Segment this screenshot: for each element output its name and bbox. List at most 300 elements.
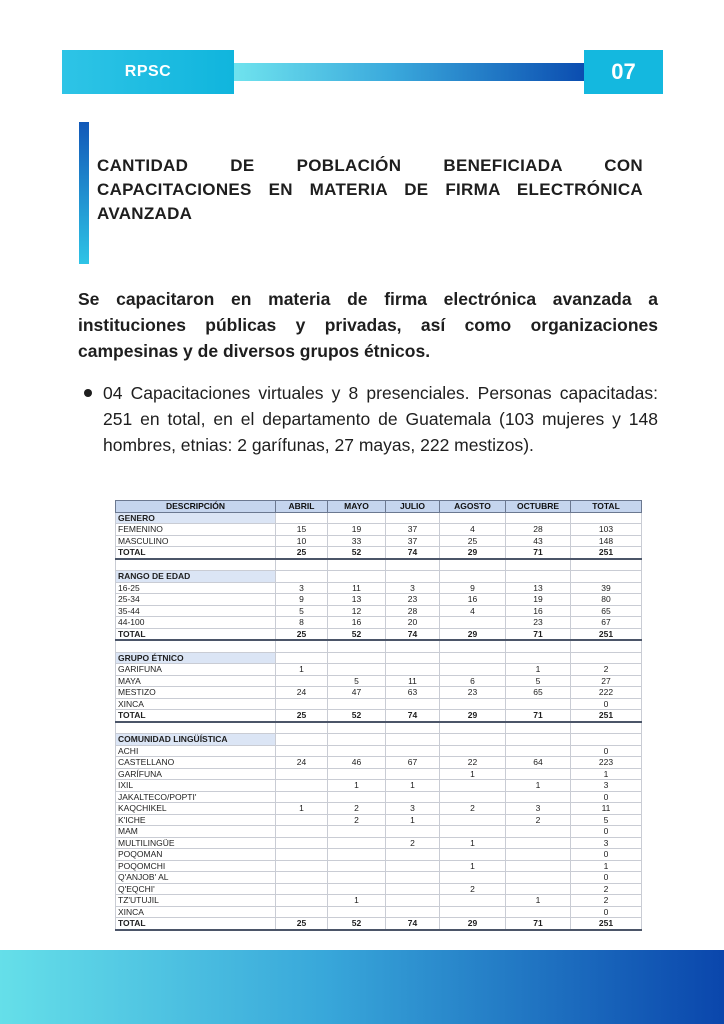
table-cell: 25 <box>276 710 328 722</box>
table-cell: 52 <box>328 918 386 930</box>
table-cell: 23 <box>440 687 506 699</box>
table-cell: 1 <box>506 895 571 907</box>
table-cell <box>386 734 440 746</box>
table-cell <box>386 745 440 757</box>
table-cell <box>506 745 571 757</box>
table-cell: 19 <box>506 594 571 606</box>
table-row <box>116 675 642 687</box>
table-row <box>116 906 642 918</box>
table-cell <box>506 837 571 849</box>
header-label: RPSC <box>62 50 234 94</box>
table-row-label: COMUNIDAD LINGÜÍSTICA <box>116 734 276 746</box>
table-cell: 2 <box>328 803 386 815</box>
table-row-label: Q'EQCHI' <box>116 883 276 895</box>
table-cell <box>571 652 642 664</box>
table-cell: 0 <box>571 872 642 884</box>
table-row <box>116 883 642 895</box>
table-row-label: XINCA <box>116 906 276 918</box>
table-cell: 71 <box>506 710 571 722</box>
table-cell <box>571 571 642 583</box>
table-cell <box>276 814 328 826</box>
table-cell <box>328 906 386 918</box>
table-row <box>116 745 642 757</box>
table-cell <box>328 745 386 757</box>
table-cell <box>386 768 440 780</box>
table-cell <box>328 559 386 571</box>
table-cell <box>440 734 506 746</box>
table-cell <box>440 814 506 826</box>
table-header-cell: ABRIL <box>276 501 328 513</box>
table-section-row <box>116 734 642 746</box>
table-cell <box>506 652 571 664</box>
table-cell <box>276 883 328 895</box>
table-cell: 223 <box>571 757 642 769</box>
table-cell <box>506 571 571 583</box>
table-row <box>116 524 642 536</box>
table-row-label: MULTILINGÜE <box>116 837 276 849</box>
table-cell: 29 <box>440 547 506 559</box>
table-cell <box>276 872 328 884</box>
table-cell <box>440 652 506 664</box>
table-row-label: GENERO <box>116 512 276 524</box>
table-cell: 11 <box>328 582 386 594</box>
table-cell <box>328 872 386 884</box>
table-cell: 1 <box>328 895 386 907</box>
table-cell <box>506 826 571 838</box>
table-cell <box>440 849 506 861</box>
table-cell <box>386 849 440 861</box>
table-cell <box>386 652 440 664</box>
table-cell: 8 <box>276 617 328 629</box>
table-cell: 71 <box>506 918 571 930</box>
table-cell <box>328 652 386 664</box>
table-row-label <box>116 722 276 734</box>
table-cell <box>386 906 440 918</box>
table-total-row <box>116 710 642 722</box>
table-cell: 16 <box>506 605 571 617</box>
table-cell: 0 <box>571 906 642 918</box>
table-row-label: GRUPO ÉTNICO <box>116 652 276 664</box>
table-total-row <box>116 547 642 559</box>
table-cell <box>440 906 506 918</box>
table-cell: 11 <box>386 675 440 687</box>
table-cell: 0 <box>571 698 642 710</box>
table-cell: 52 <box>328 628 386 640</box>
table-row-label: RANGO DE EDAD <box>116 571 276 583</box>
table-row-label: 35-44 <box>116 605 276 617</box>
table-cell <box>506 906 571 918</box>
table-header-cell: TOTAL <box>571 501 642 513</box>
table-row-label: 44-100 <box>116 617 276 629</box>
table-cell <box>328 664 386 676</box>
table-cell <box>440 559 506 571</box>
table-cell: 74 <box>386 918 440 930</box>
table-cell: 23 <box>386 594 440 606</box>
table-row <box>116 559 642 571</box>
table-cell <box>506 734 571 746</box>
table-cell <box>276 675 328 687</box>
table-cell: 71 <box>506 547 571 559</box>
table-section-row <box>116 571 642 583</box>
table-cell: 1 <box>440 837 506 849</box>
table-cell <box>386 512 440 524</box>
table-cell: 2 <box>571 883 642 895</box>
table-cell: 52 <box>328 547 386 559</box>
table-row-label: TOTAL <box>116 710 276 722</box>
table-cell: 23 <box>506 617 571 629</box>
table-cell: 74 <box>386 547 440 559</box>
section-title: CANTIDAD DE POBLACIÓN BENEFICIADA CON CAPACITACIONES EN MATERIA DE FIRMA ELECTRÓNICA AVANZADA <box>97 156 643 223</box>
table-cell: 43 <box>506 535 571 547</box>
data-table-container <box>115 500 641 931</box>
table-cell: 25 <box>276 918 328 930</box>
table-row-label: FEMENINO <box>116 524 276 536</box>
table-row-label: TZ'UTUJIL <box>116 895 276 907</box>
table-header-cell: JULIO <box>386 501 440 513</box>
table-row <box>116 698 642 710</box>
table-cell <box>276 780 328 792</box>
table-row <box>116 872 642 884</box>
table-row-label: MASCULINO <box>116 535 276 547</box>
table-row <box>116 895 642 907</box>
table-cell <box>506 791 571 803</box>
table-row <box>116 757 642 769</box>
table-cell <box>506 849 571 861</box>
table-cell <box>328 837 386 849</box>
table-row-label: MAM <box>116 826 276 838</box>
table-cell <box>386 872 440 884</box>
table-cell <box>506 722 571 734</box>
table-row <box>116 535 642 547</box>
table-cell: 33 <box>328 535 386 547</box>
table-cell <box>276 652 328 664</box>
table-cell: 10 <box>276 535 328 547</box>
table-cell: 52 <box>328 710 386 722</box>
table-cell <box>440 512 506 524</box>
table-cell: 25 <box>276 547 328 559</box>
bullet-item <box>78 380 658 458</box>
table-cell: 1 <box>571 768 642 780</box>
table-cell: 0 <box>571 849 642 861</box>
table-cell: 251 <box>571 918 642 930</box>
table-cell <box>386 883 440 895</box>
table-cell <box>440 698 506 710</box>
table-cell <box>276 722 328 734</box>
page-number: 07 <box>584 50 663 94</box>
table-cell <box>276 768 328 780</box>
table-cell: 1 <box>571 860 642 872</box>
table-row <box>116 849 642 861</box>
table-cell <box>276 745 328 757</box>
table-cell: 74 <box>386 710 440 722</box>
table-cell <box>440 640 506 652</box>
table-cell: 0 <box>571 791 642 803</box>
table-cell <box>386 860 440 872</box>
table-cell <box>440 791 506 803</box>
table-cell: 0 <box>571 745 642 757</box>
table-cell: 46 <box>328 757 386 769</box>
table-cell: 103 <box>571 524 642 536</box>
table-header-cell: AGOSTO <box>440 501 506 513</box>
table-row <box>116 837 642 849</box>
table-cell: 74 <box>386 628 440 640</box>
table-row-label: KAQCHIKEL <box>116 803 276 815</box>
table-cell <box>386 559 440 571</box>
table-cell: 5 <box>571 814 642 826</box>
table-cell <box>276 698 328 710</box>
table-cell <box>506 640 571 652</box>
table-cell <box>276 640 328 652</box>
table-cell: 1 <box>386 814 440 826</box>
header-gradient-bar <box>234 63 584 81</box>
table-total-row <box>116 918 642 930</box>
table-cell: 1 <box>506 664 571 676</box>
table-cell <box>328 698 386 710</box>
table-cell <box>276 849 328 861</box>
table-row <box>116 722 642 734</box>
table-row-label: 25-34 <box>116 594 276 606</box>
table-row <box>116 594 642 606</box>
table-cell: 47 <box>328 687 386 699</box>
table-cell: 2 <box>571 895 642 907</box>
table-cell: 3 <box>571 837 642 849</box>
table-row-label: TOTAL <box>116 918 276 930</box>
table-cell: 19 <box>328 524 386 536</box>
table-cell: 16 <box>328 617 386 629</box>
footer-gradient-band <box>0 950 724 1024</box>
table-cell: 67 <box>571 617 642 629</box>
table-cell <box>440 617 506 629</box>
table-cell: 24 <box>276 757 328 769</box>
table-cell: 1 <box>276 664 328 676</box>
table-cell: 16 <box>440 594 506 606</box>
table-cell <box>386 722 440 734</box>
table-cell <box>571 734 642 746</box>
table-cell <box>328 512 386 524</box>
table-row-label: K'ICHE <box>116 814 276 826</box>
table-cell: 24 <box>276 687 328 699</box>
table-cell: 251 <box>571 628 642 640</box>
bullet-text: 04 Capacitaciones virtuales y 8 presenciales. Personas capacitadas: 251 en total, en el departamento de Guatemala (103 mujeres y 148 hombres, etnias: 2 garífunas, 27 mayas, 222 mestizos). <box>103 383 658 455</box>
table-cell <box>440 571 506 583</box>
table-cell <box>276 512 328 524</box>
table-row <box>116 803 642 815</box>
table-cell <box>506 559 571 571</box>
table-cell <box>386 895 440 907</box>
table-cell: 13 <box>506 582 571 594</box>
table-cell: 63 <box>386 687 440 699</box>
table-cell: 37 <box>386 524 440 536</box>
table-cell <box>571 640 642 652</box>
table-row-label: TOTAL <box>116 547 276 559</box>
table-cell: 20 <box>386 617 440 629</box>
table-cell: 65 <box>571 605 642 617</box>
table-cell: 3 <box>386 582 440 594</box>
table-row <box>116 664 642 676</box>
table-cell: 25 <box>276 628 328 640</box>
table-cell: 39 <box>571 582 642 594</box>
table-cell <box>440 745 506 757</box>
table-cell: 13 <box>328 594 386 606</box>
table-cell: 28 <box>386 605 440 617</box>
table-row <box>116 605 642 617</box>
table-cell: 29 <box>440 628 506 640</box>
table-row <box>116 780 642 792</box>
table-cell: 3 <box>276 582 328 594</box>
table-header-cell: DESCRIPCIÓN <box>116 501 276 513</box>
table-cell <box>386 826 440 838</box>
table-header-cell: MAYO <box>328 501 386 513</box>
table-cell <box>571 722 642 734</box>
table-cell <box>328 849 386 861</box>
table-cell: 64 <box>506 757 571 769</box>
table-cell <box>328 722 386 734</box>
table-row-label: JAKALTECO/POPTI' <box>116 791 276 803</box>
table-cell: 148 <box>571 535 642 547</box>
table-cell <box>328 768 386 780</box>
table-row-label: POQOMCHI <box>116 860 276 872</box>
intro-paragraph: Se capacitaron en materia de firma electrónica avanzada a instituciones públicas y privadas, así como organizaciones campesinas y de diversos grupos étnicos. <box>78 289 658 361</box>
table-row <box>116 814 642 826</box>
table-cell <box>328 791 386 803</box>
table-row <box>116 826 642 838</box>
table-cell: 5 <box>276 605 328 617</box>
table-row <box>116 640 642 652</box>
table-cell <box>440 780 506 792</box>
table-cell: 80 <box>571 594 642 606</box>
table-cell: 1 <box>440 768 506 780</box>
table-cell <box>386 571 440 583</box>
beneficiaries-table <box>115 500 642 931</box>
table-cell <box>506 698 571 710</box>
table-cell: 29 <box>440 918 506 930</box>
table-cell: 3 <box>571 780 642 792</box>
table-cell <box>386 698 440 710</box>
table-cell <box>386 640 440 652</box>
table-cell: 71 <box>506 628 571 640</box>
table-row-label: 16-25 <box>116 582 276 594</box>
table-cell: 6 <box>440 675 506 687</box>
table-cell <box>328 860 386 872</box>
table-cell: 2 <box>328 814 386 826</box>
table-cell <box>276 571 328 583</box>
table-cell: 37 <box>386 535 440 547</box>
table-cell <box>506 860 571 872</box>
table-cell: 5 <box>506 675 571 687</box>
table-total-row <box>116 628 642 640</box>
table-cell <box>328 734 386 746</box>
table-row <box>116 768 642 780</box>
table-cell: 1 <box>328 780 386 792</box>
table-cell: 12 <box>328 605 386 617</box>
table-cell: 4 <box>440 605 506 617</box>
table-cell <box>276 559 328 571</box>
table-cell <box>276 860 328 872</box>
table-cell: 27 <box>571 675 642 687</box>
table-row-label: ACHI <box>116 745 276 757</box>
table-cell <box>506 768 571 780</box>
table-cell: 2 <box>440 883 506 895</box>
table-cell: 251 <box>571 547 642 559</box>
bullet-dot <box>84 389 92 397</box>
table-cell: 28 <box>506 524 571 536</box>
table-row-label: GARIFUNA <box>116 664 276 676</box>
table-cell: 22 <box>440 757 506 769</box>
table-cell <box>440 872 506 884</box>
title-accent-bar <box>79 122 89 264</box>
table-cell <box>440 722 506 734</box>
table-row <box>116 687 642 699</box>
table-cell: 65 <box>506 687 571 699</box>
table-header-cell: OCTUBRE <box>506 501 571 513</box>
table-cell <box>506 512 571 524</box>
table-cell <box>328 640 386 652</box>
table-row <box>116 617 642 629</box>
table-cell: 0 <box>571 826 642 838</box>
table-cell: 2 <box>506 814 571 826</box>
table-cell <box>386 664 440 676</box>
table-cell: 2 <box>386 837 440 849</box>
table-cell: 4 <box>440 524 506 536</box>
table-cell <box>571 559 642 571</box>
table-cell <box>276 734 328 746</box>
table-row-label: TOTAL <box>116 628 276 640</box>
table-cell: 222 <box>571 687 642 699</box>
table-cell: 5 <box>328 675 386 687</box>
table-row-label: IXIL <box>116 780 276 792</box>
table-cell <box>276 895 328 907</box>
table-cell: 9 <box>440 582 506 594</box>
table-row-label: POQOMAN <box>116 849 276 861</box>
table-cell: 1 <box>506 780 571 792</box>
table-row-label <box>116 640 276 652</box>
table-cell: 2 <box>571 664 642 676</box>
table-cell: 67 <box>386 757 440 769</box>
table-cell <box>440 895 506 907</box>
table-cell <box>506 872 571 884</box>
table-row <box>116 860 642 872</box>
table-cell <box>328 826 386 838</box>
table-row-label: MESTIZO <box>116 687 276 699</box>
table-row-label: GARÍFUNA <box>116 768 276 780</box>
table-cell: 2 <box>440 803 506 815</box>
table-cell: 9 <box>276 594 328 606</box>
table-row <box>116 582 642 594</box>
table-cell: 1 <box>440 860 506 872</box>
table-cell: 3 <box>506 803 571 815</box>
table-cell: 1 <box>276 803 328 815</box>
table-cell <box>506 883 571 895</box>
table-cell <box>328 571 386 583</box>
table-body <box>116 512 642 930</box>
table-cell: 15 <box>276 524 328 536</box>
table-cell <box>328 883 386 895</box>
table-cell <box>571 512 642 524</box>
table-cell <box>440 664 506 676</box>
table-row-label: CASTELLANO <box>116 757 276 769</box>
table-cell: 1 <box>386 780 440 792</box>
table-cell <box>276 826 328 838</box>
table-cell: 251 <box>571 710 642 722</box>
table-section-row <box>116 512 642 524</box>
table-row-label: Q'ANJOB' AL <box>116 872 276 884</box>
table-row-label: XINCA <box>116 698 276 710</box>
table-cell <box>276 791 328 803</box>
table-row <box>116 791 642 803</box>
table-cell: 3 <box>386 803 440 815</box>
table-cell: 29 <box>440 710 506 722</box>
table-cell <box>276 906 328 918</box>
